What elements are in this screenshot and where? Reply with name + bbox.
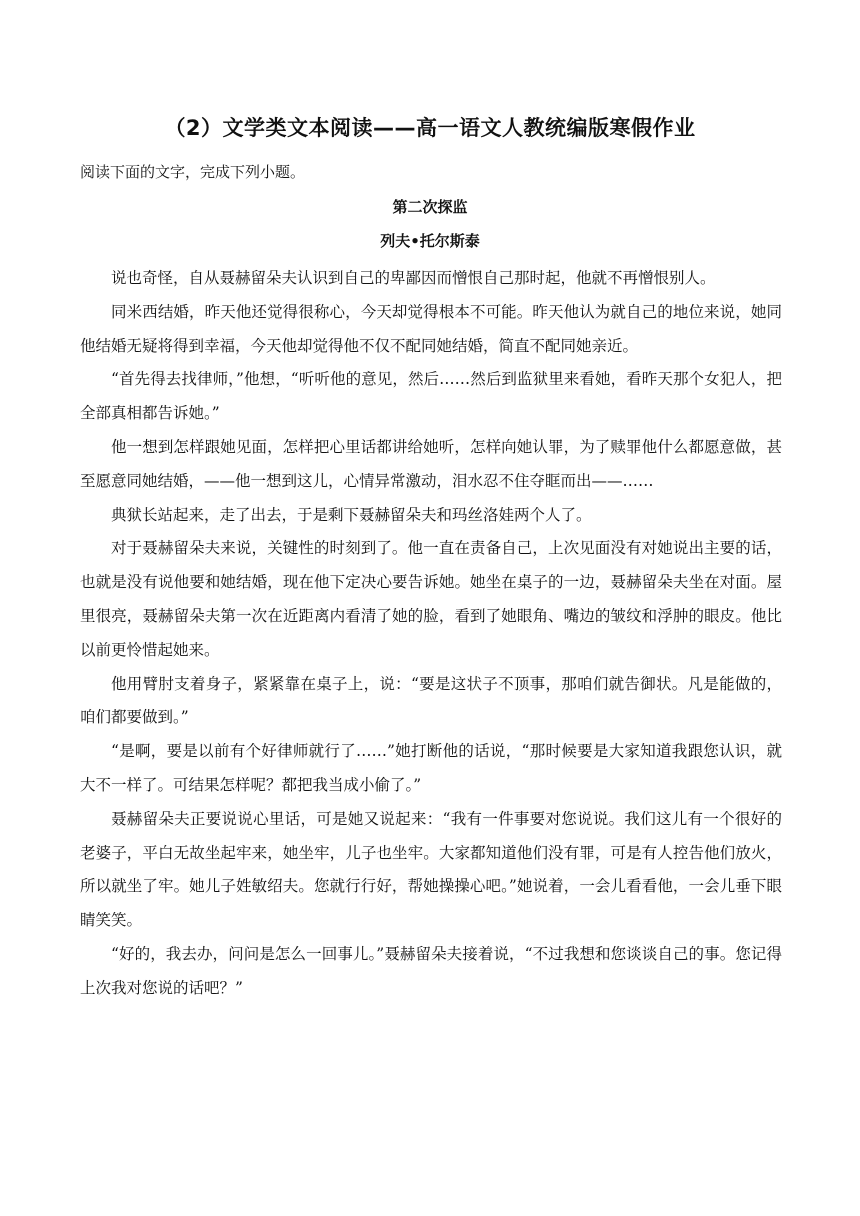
paragraph: “好的，我去办，问问是怎么一回事儿。”聂赫留朵夫接着说，“不过我想和您谈谈自己的事。您记得上次我对您说的话吧？” [80,944,782,997]
paragraph: 同米西结婚，昨天他还觉得很称心，今天却觉得根本不可能。昨天他认为就自己的地位来说，她同他结婚无疑将得到幸福，今天他却觉得他不仅不配同她结婚，简直不配同她亲近。 [80,302,782,355]
story-body [80,262,782,1006]
paragraph: “是啊，要是以前有个好律师就行了……”她打断他的话说，“那时候要是大家知道我跟您认识，就大不一样了。可结果怎样呢？都把我当成小偷了。” [80,742,782,794]
reading-instruction: 阅读下面的文字，完成下列小题。 [80,163,306,181]
paragraph: 典狱长站起来，走了出去，于是剩下聂赫留朵夫和玛丝洛娃两个人了。 [111,505,592,524]
story-title: 第二次探监 [392,198,468,216]
paragraph: 他一想到怎样跟她见面，怎样把心里话都讲给她听，怎样向她认罪，为了赎罪他什么都愿意做，甚至愿意同她结婚，——他一想到这儿，心情异常激动，泪水忍不住夺眶而出——…… [80,437,782,490]
document-title: （2）文学类文本阅读——高一语文人教统编版寒假作业 [164,116,696,140]
paragraph: 对于聂赫留朵夫来说，关键性的时刻到了。他一直在责备自己，上次见面没有对她说出主要的话，也就是没有说他要和她结婚，现在他下定决心要告诉她。她坐在桌子的一边，聂赫留朵夫坐在对面。屋里很亮，聂赫留朵夫第一次在近距离内看清了她的脸，看到了她眼角、嘴边的皱纹和浮肿的眼皮。他比以前更怜惜起她来。 [80,539,782,659]
story-author: 列夫•托尔斯泰 [380,232,480,250]
paragraph: 说也奇怪，自从聂赫留朵夫认识到自己的卑鄙因而憎恨自己那时起，他就不再憎恨别人。 [111,269,716,287]
paragraph: “首先得去找律师，”他想，“听听他的意见，然后……然后到监狱里来看她，看昨天那个女犯人，把全部真相都告诉她。” [80,370,782,423]
paragraph: 聂赫留朵夫正要说说心里话，可是她又说起来：“我有一件事要对您说说。我们这儿有一个很好的老婆子，平白无故坐起牢来，她坐牢，儿子也坐牢。大家都知道他们没有罪，可是有人控告他们放火，所以就坐了牢。她儿子姓敏绍夫。您就行行好，帮她操操心吧。”她说着，一会儿看看他，一会儿垂下眼睛笑笑。 [80,809,782,930]
paragraph: 他用臂肘支着身子，紧紧靠在桌子上，说：“要是这状子不顶事，那咱们就告御状。凡是能做的，咱们都要做到。” [80,674,782,727]
